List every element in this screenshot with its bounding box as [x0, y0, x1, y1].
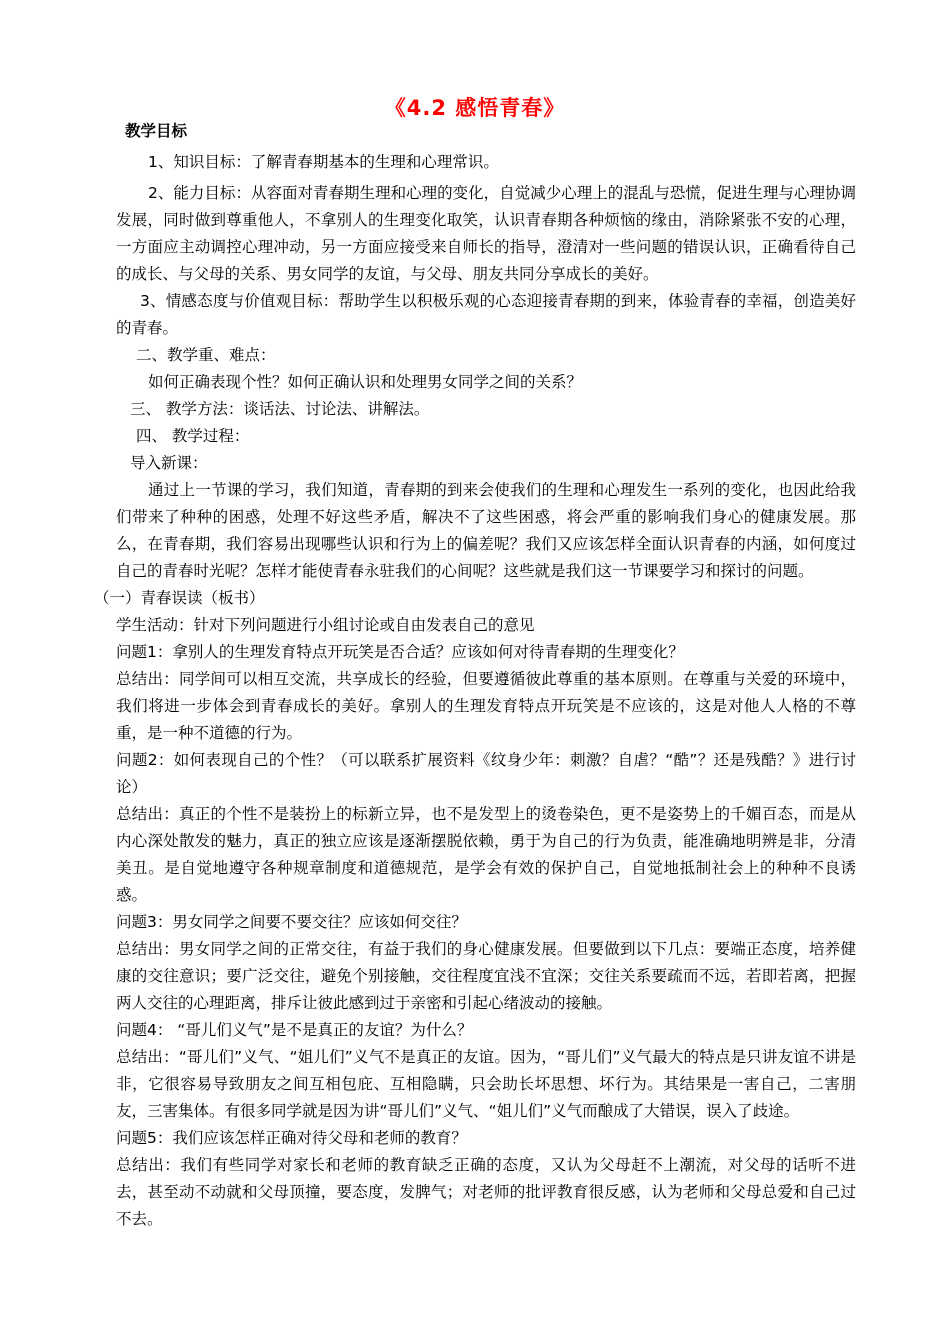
- section-heading-keypoints: 二、教学重、难点：: [136, 346, 276, 364]
- question-4: 问题4： “哥儿们义气”是不是真正的友谊？为什么？: [116, 1021, 473, 1039]
- answer-5: 总结出：我们有些同学对家长和老师的教育缺乏正确的态度，又认为父母赶不上潮流，对父母的话听不进去，甚至动不动就和父母顶撞，要态度，发脾气；对老师的批评教育很反感，认为老师和父母总爱和自己过不去。: [116, 1156, 856, 1228]
- paragraph-ability-goal: 2、能力目标：从容面对青春期生理和心理的变化，自觉减少心理上的混乱与恐慌，促进生理与心理协调发展，同时做到尊重他人，不拿别人的生理变化取笑，认识青春期各种烦恼的缘由，消除紧张不安的心理，一方面应主动调控心理冲动，另一方面应接受来自师长的指导，澄清对一些问题的错误认识，正确看待自己的成长、与父母的关系、男女同学的友谊，与父母、朋友共同分享成长的美好。: [116, 184, 856, 283]
- paragraph-intro: 通过上一节课的学习，我们知道，青春期的到来会使我们的生理和心理发生一系列的变化，也因此给我们带来了种种的困惑，处理不好这些矛盾，解决不了这些困惑，将会严重的影响我们身心的健康发展。那么，在青春期，我们容易出现哪些认识和行为上的偏差呢？我们又应该怎样全面认识青春的内涵，如何度过自己的青春时光呢？怎样才能使青春永驻我们的心间呢？这些就是我们这一节课要学习和探讨的问题。: [116, 481, 856, 580]
- subheading-intro: 导入新课：: [130, 454, 208, 472]
- answer-4: 总结出：“哥儿们”义气、“姐儿们”义气不是真正的友谊。因为，“哥儿们”义气最大的特点是只讲友谊不讲是非，它很容易导致朋友之间互相包庇、互相隐瞒，只会助长坏思想、坏行为。其结果是一害自己，二害朋友，三害集体。有很多同学就是因为讲“哥儿们”义气、“姐儿们”义气而酿成了大错误，误入了歧途。: [116, 1048, 856, 1120]
- section-heading-process: 四、 教学过程：: [136, 427, 250, 445]
- question-2: 问题2：如何表现自己的个性？（可以联系扩展资料《纹身少年：刺激？自虐？“酷”？还是残酷？》进行讨论）: [116, 751, 856, 796]
- section-heading-misreading: （一）青春误读（板书）: [94, 589, 265, 607]
- paragraph-keypoints: 如何正确表现个性？如何正确认识和处理男女同学之间的关系？: [148, 373, 583, 391]
- question-3: 问题3：男女同学之间要不要交往？应该如何交往？: [116, 913, 467, 931]
- paragraph-student-activity: 学生活动：针对下列问题进行小组讨论或自由发表自己的意见: [116, 616, 535, 634]
- page-title: 《4.2 感悟青春》: [384, 96, 566, 120]
- answer-2: 总结出：真正的个性不是装扮上的标新立异，也不是发型上的烫卷染色，更不是姿势上的千媚百态，而是从内心深处散发的魅力，真正的独立应该是逐渐摆脱依赖，勇于为自己的行为负责，能准确地明辨是非，分清美丑。是自觉地遵守各种规章制度和道德规范，是学会有效的保护自己，自觉地抵制社会上的种种不良诱惑。: [116, 805, 856, 904]
- document-body: [94, 118, 856, 1233]
- question-5: 问题5：我们应该怎样正确对待父母和老师的教育？: [116, 1129, 467, 1147]
- answer-3: 总结出：男女同学之间的正常交往，有益于我们的身心健康发展。但要做到以下几点：要端正态度，培养健康的交往意识；要广泛交往，避免个别接触，交往程度宜浅不宜深；交往关系要疏而不远，若即若离，把握两人交往的心理距离，排斥让彼此感到过于亲密和引起心绪波动的接触。: [116, 940, 856, 1012]
- question-1: 问题1：拿别人的生理发育特点开玩笑是否合适？应该如何对待青春期的生理变化？: [116, 643, 684, 661]
- paragraph-knowledge-goal: 1、知识目标：了解青春期基本的生理和心理常识。: [148, 153, 499, 171]
- answer-1: 总结出：同学间可以相互交流，共享成长的经验，但要遵循彼此尊重的基本原则。在尊重与关爱的环境中，我们将进一步体会到青春成长的美好。拿别人的生理发育特点开玩笑是不应该的，这是对他人人格的不尊重，是一种不道德的行为。: [116, 670, 856, 742]
- section-heading-objectives: 教学目标: [125, 122, 188, 140]
- section-heading-methods: 三、 教学方法：谈话法、讨论法、讲解法。: [130, 400, 430, 418]
- paragraph-attitude-goal: 3、情感态度与价值观目标：帮助学生以积极乐观的心态迎接青春期的到来，体验青春的幸福，创造美好的青春。: [116, 292, 856, 337]
